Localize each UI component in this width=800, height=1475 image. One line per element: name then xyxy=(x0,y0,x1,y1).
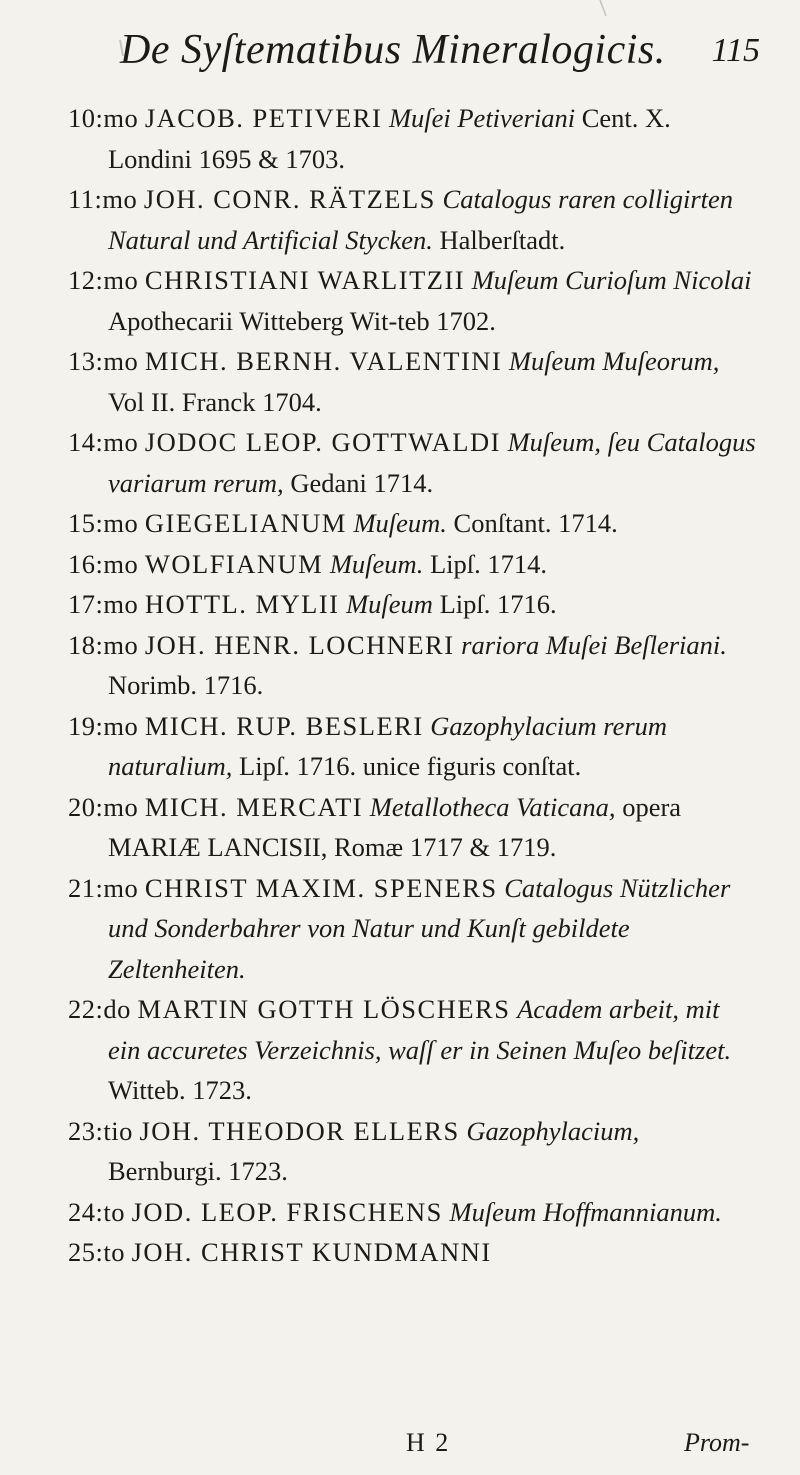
entry-number: 20:mo xyxy=(68,791,139,822)
entry-number: 17:mo xyxy=(68,589,139,619)
entry-imprint: Cent. X. Londini 1695 & 1703. xyxy=(108,103,671,174)
entry-title: Muſeum Curioſum Nicolai xyxy=(471,265,752,295)
entry-title: Catalogus Nützlicher und Sonderbahrer von Natur und Kunſt gebildete Zeltenheiten. xyxy=(108,872,731,984)
entry-number: 18:mo xyxy=(68,629,139,660)
entry-author: MICH. MERCATI xyxy=(144,791,364,822)
entry-imprint: Apothecarii Witteberg Wit-teb 1702. xyxy=(108,305,496,336)
entry-number: 15:mo xyxy=(68,508,139,538)
entry-author: JACOB. PETIVERI xyxy=(144,103,383,133)
entry-number: 11:mo xyxy=(68,184,138,214)
catalogue-entry xyxy=(68,98,758,179)
entry-title: rariora Muſei Beſleriani. xyxy=(461,629,727,660)
entry-number: 12:mo xyxy=(68,265,139,295)
entry-title: Gazophylacium rerum naturalium, xyxy=(108,710,668,781)
entry-author: MARTIN GOTTH LÖSCHERS xyxy=(137,994,511,1024)
page-header xyxy=(120,18,760,88)
catalogue-entry xyxy=(68,787,758,868)
entry-number: 21:mo xyxy=(68,872,139,903)
entry-imprint: Vol II. Franck 1704. xyxy=(108,386,322,417)
entry-number: 16:mo xyxy=(68,548,139,579)
entry-author: CHRISTIANI WARLITZII xyxy=(144,265,466,295)
catalogue-entry xyxy=(68,260,758,341)
entry-title: Gazophylacium, xyxy=(466,1115,640,1146)
entry-imprint: Lipſ. 1716. xyxy=(439,589,557,619)
catalogue-entry xyxy=(68,503,758,544)
entry-author: JOD. LEOP. FRISCHENS xyxy=(131,1196,443,1227)
entry-author: MICH. RUP. BESLERI xyxy=(144,710,424,741)
page-footer xyxy=(0,1428,800,1468)
entry-imprint: Halberſtadt. xyxy=(439,224,566,255)
catalogue-entry xyxy=(68,179,758,260)
entry-author: MICH. BERNH. VALENTINI xyxy=(144,346,503,376)
entry-author: WOLFIANUM xyxy=(144,548,324,579)
entry-number: 13:mo xyxy=(68,346,139,376)
entry-imprint: Bernburgi. 1723. xyxy=(108,1156,288,1186)
catalogue-entry xyxy=(68,706,758,787)
catalogue-entry xyxy=(68,341,758,422)
entry-author: JOH. CONR. RÄTZELS xyxy=(143,184,436,214)
entry-imprint: Gedani 1714. xyxy=(290,467,434,498)
entry-imprint: Lipſ. 1714. xyxy=(429,548,547,579)
entry-author: JOH. HENR. LOCHNERI xyxy=(144,629,455,660)
entry-title: Muſeum, ſeu Catalogus variarum rerum, xyxy=(108,427,756,498)
catalogue-entries xyxy=(68,98,758,1273)
catalogue-entry xyxy=(68,544,758,585)
catalogue-entry xyxy=(68,584,758,625)
entry-author: JODOC LEOP. GOTTWALDI xyxy=(144,427,501,457)
entry-author: HOTTL. MYLII xyxy=(144,589,340,619)
entry-title: Metallotheca Vaticana, xyxy=(369,791,616,822)
entry-imprint: opera MARIÆ LANCISII, Romæ 1717 & 1719. xyxy=(108,791,682,862)
entry-author: GIEGELIANUM xyxy=(144,508,347,538)
entry-imprint: Lipſ. 1716. unice figuris conſtat. xyxy=(239,751,582,781)
entry-number: 22:do xyxy=(68,994,131,1024)
entry-title: Academ arbeit, mit ein accuretes Verzeichnis, waſſ er in Seinen Muſeo beſitzet. xyxy=(108,994,732,1065)
entry-author: CHRIST MAXIM. SPENERS xyxy=(144,872,498,903)
catalogue-entry xyxy=(68,422,758,503)
entry-title: Muſeum. xyxy=(353,508,447,538)
entry-number: 23:tio xyxy=(68,1115,133,1146)
page-number: 115 xyxy=(711,32,760,69)
entry-author: JOH. THEODOR ELLERS xyxy=(139,1115,460,1146)
catalogue-entry xyxy=(68,1232,758,1273)
entry-imprint: Witteb. 1723. xyxy=(108,1075,252,1105)
catalogue-entry xyxy=(68,625,758,706)
entry-title: Muſeum Hoffmannianum. xyxy=(449,1196,722,1227)
entry-author: JOH. CHRIST KUNDMANNI xyxy=(131,1237,492,1267)
entry-number: 24:to xyxy=(68,1196,125,1227)
catalogue-entry xyxy=(68,1192,758,1233)
catalogue-entry xyxy=(68,989,758,1111)
catalogue-entry xyxy=(68,1111,758,1192)
catchword: Prom- xyxy=(684,1428,750,1457)
running-head: De Syſtematibus Mineralogicis. xyxy=(120,27,666,73)
entry-title: Muſeum. xyxy=(329,548,424,579)
entry-title: Muſeum Muſeorum, xyxy=(508,346,720,376)
entry-number: 14:mo xyxy=(68,427,139,457)
signature-mark: H 2 xyxy=(406,1428,451,1457)
entry-number: 25:to xyxy=(68,1237,125,1267)
entry-imprint: Norimb. 1716. xyxy=(108,670,264,700)
entry-number: 10:mo xyxy=(68,103,139,133)
entry-title: Muſei Petiveriani xyxy=(388,103,576,133)
entry-title: Catalogus raren colligirten Natural und Artificial Stycken. xyxy=(108,184,734,255)
entry-imprint: Conſtant. 1714. xyxy=(453,508,618,538)
catalogue-entry xyxy=(68,868,758,990)
entry-number: 19:mo xyxy=(68,710,139,741)
entry-title: Muſeum xyxy=(346,589,433,619)
